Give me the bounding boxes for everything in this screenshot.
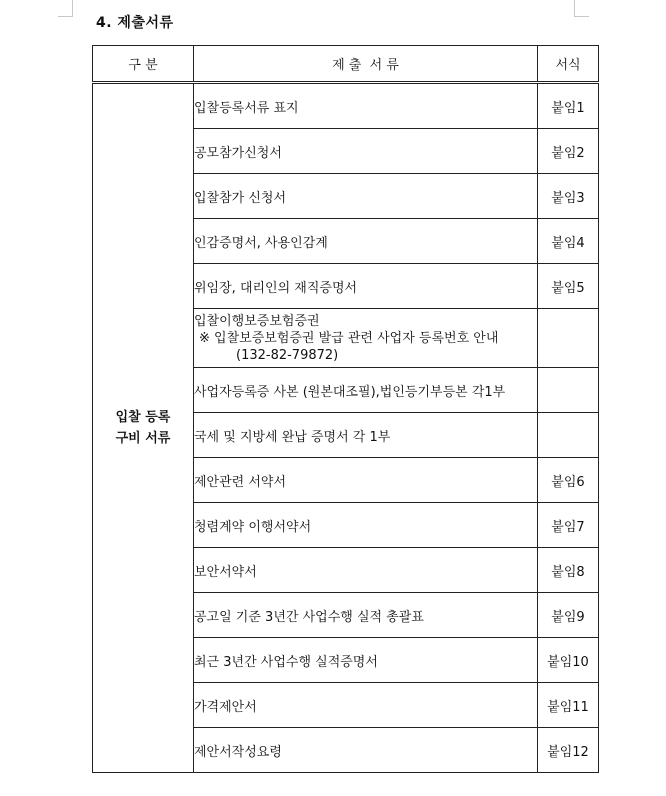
document-cell: 제안관련 서약서: [194, 458, 538, 503]
document-cell: 제안서작성요령: [194, 728, 538, 773]
header-form: 서식: [538, 46, 599, 83]
form-cell: 붙임12: [538, 728, 599, 773]
submission-documents-table: [92, 45, 599, 773]
form-cell: 붙임6: [538, 458, 599, 503]
document-cell: 공모참가신청서: [194, 129, 538, 174]
document-cell: 인감증명서, 사용인감계: [194, 219, 538, 264]
document-cell: 최근 3년간 사업수행 실적증명서: [194, 638, 538, 683]
document-cell: 보안서약서: [194, 548, 538, 593]
form-cell: 붙임8: [538, 548, 599, 593]
document-cell: 국세 및 지방세 완납 증명서 각 1부: [194, 413, 538, 458]
document-cell: 위임장, 대리인의 재직증명서: [194, 264, 538, 309]
form-cell: [538, 413, 599, 458]
form-cell: 붙임9: [538, 593, 599, 638]
crop-mark-top-right: [574, 16, 589, 17]
category-label: 입찰 등록: [115, 410, 171, 425]
form-cell: 붙임1: [538, 83, 599, 129]
table-header-row: [93, 46, 599, 83]
crop-mark-top-left: [72, 0, 73, 16]
crop-mark-top-right: [574, 0, 575, 16]
document-cell: 공고일 기준 3년간 사업수행 실적 총괄표: [194, 593, 538, 638]
document-cell: 사업자등록증 사본 (원본대조필),법인등기부등본 각1부: [194, 368, 538, 413]
category-cell: [93, 83, 194, 773]
header-documents: 제 출 서 류: [194, 46, 538, 83]
document-cell: 청렴계약 이행서약서: [194, 503, 538, 548]
document-cell: [194, 309, 538, 368]
business-registration-number: (132-82-79872): [236, 347, 339, 363]
category-label: 구비 서류: [115, 431, 171, 446]
header-category: 구 분: [93, 46, 194, 83]
document-cell: 가격제안서: [194, 683, 538, 728]
crop-mark-top-left: [58, 16, 73, 17]
document-name: 입찰이행보증보험증권: [194, 313, 320, 329]
form-cell: 붙임2: [538, 129, 599, 174]
form-cell: 붙임10: [538, 638, 599, 683]
table-row: [93, 83, 599, 129]
form-cell: [538, 368, 599, 413]
document-note: ※ 입찰보증보험증권 발급 관련 사업자 등록번호 안내: [199, 330, 499, 346]
document-cell: 입찰등록서류 표지: [194, 83, 538, 129]
form-cell: 붙임7: [538, 503, 599, 548]
form-cell: 붙임5: [538, 264, 599, 309]
form-cell: 붙임4: [538, 219, 599, 264]
document-cell: 입찰참가 신청서: [194, 174, 538, 219]
form-cell: 붙임11: [538, 683, 599, 728]
form-cell: [538, 309, 599, 368]
section-title: 4. 제출서류: [96, 15, 174, 31]
form-cell: 붙임3: [538, 174, 599, 219]
